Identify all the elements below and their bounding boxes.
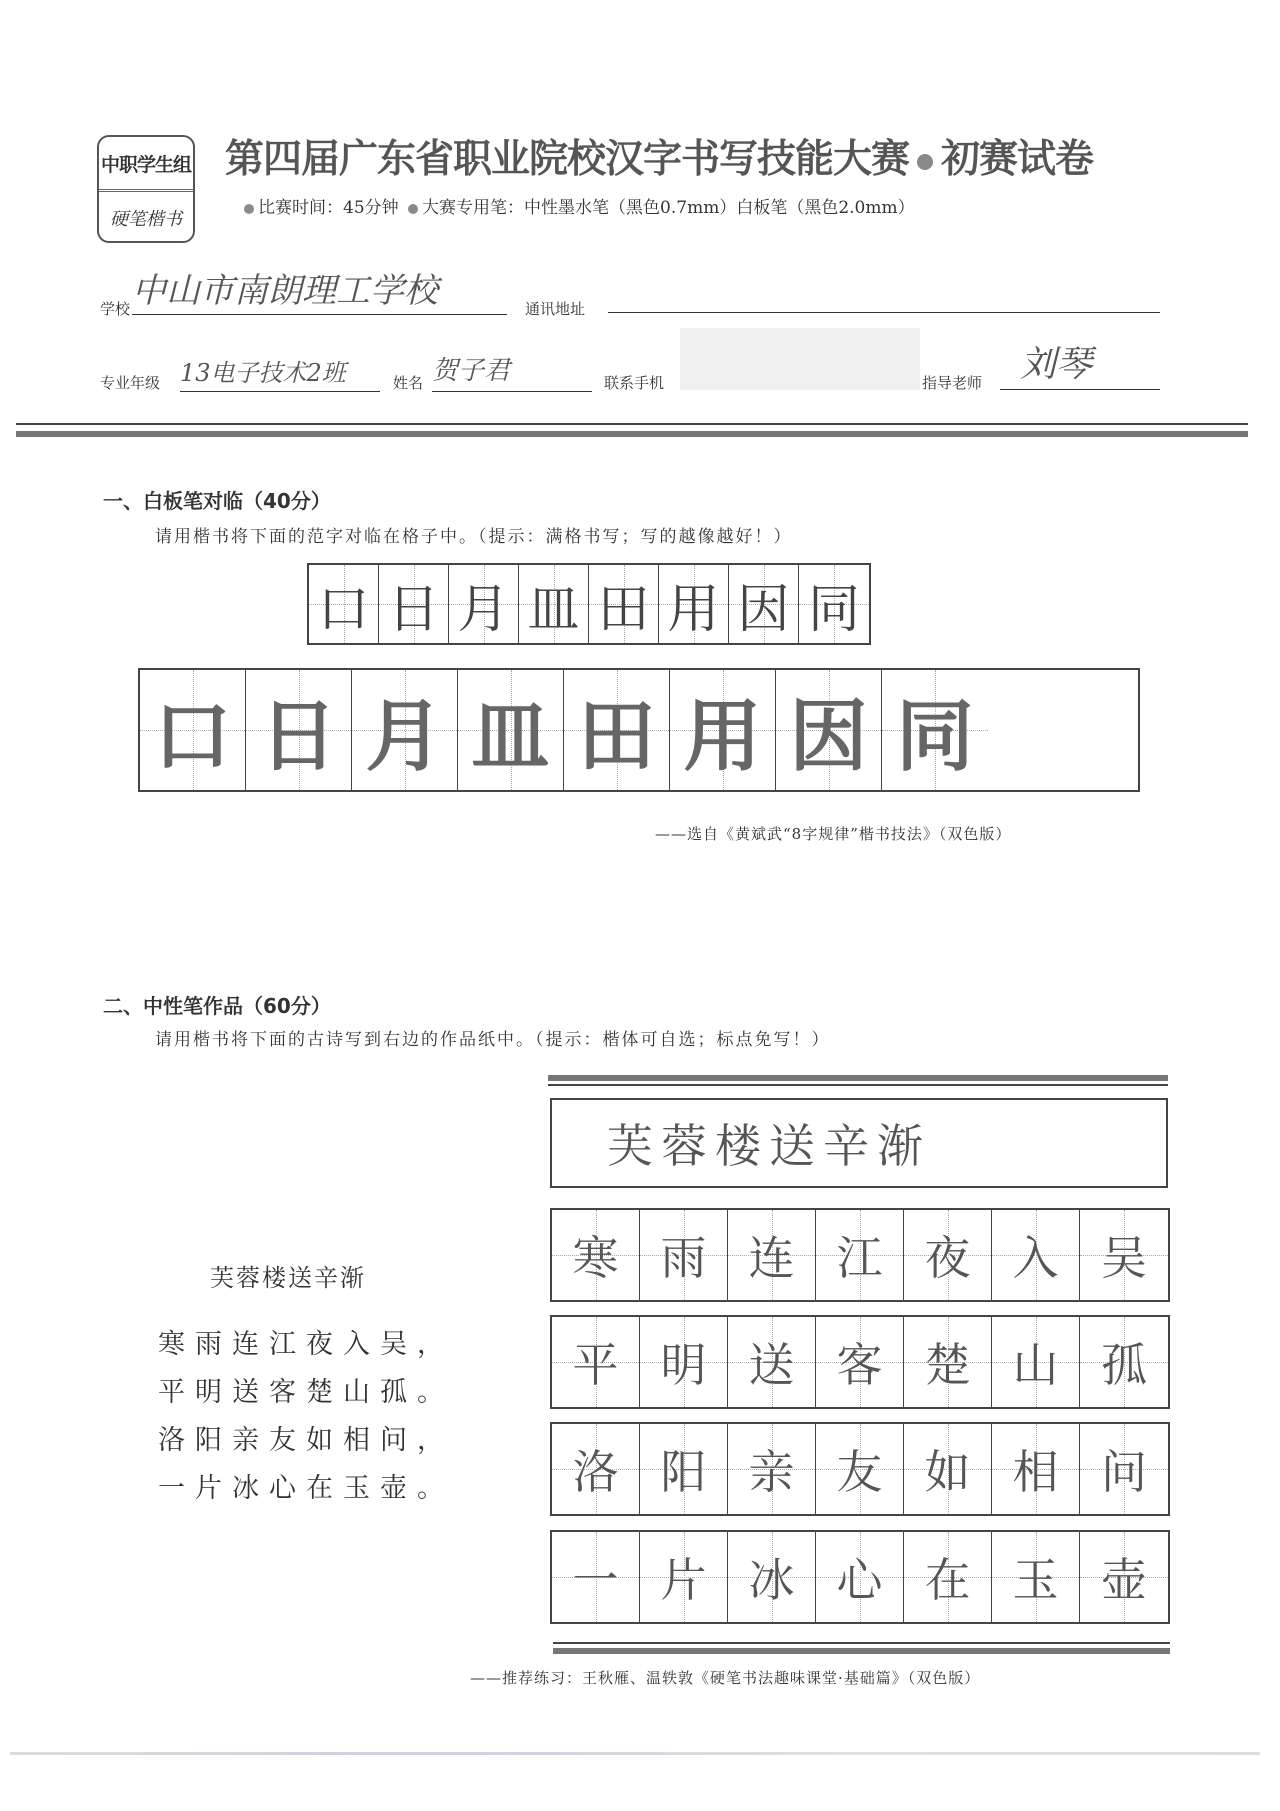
work-grid-row-1[interactable]: [550, 1208, 1170, 1302]
poem-line: 一片冰心在玉壶。: [158, 1473, 454, 1504]
model-cell: 日: [379, 565, 449, 643]
divider: [548, 1075, 1168, 1081]
work-grid-row-3[interactable]: [550, 1422, 1170, 1516]
work-cell[interactable]: 友: [816, 1424, 904, 1514]
grade-label: 专业年级: [100, 374, 161, 392]
work-cell[interactable]: 心: [816, 1532, 904, 1622]
work-cell[interactable]: 雨: [640, 1210, 728, 1300]
work-cell[interactable]: 洛: [552, 1424, 640, 1514]
writing-cell[interactable]: 同: [882, 670, 988, 790]
writing-cell[interactable]: 皿: [458, 670, 564, 790]
writing-cell[interactable]: 田: [564, 670, 670, 790]
work-cell[interactable]: 孤: [1080, 1317, 1168, 1407]
teacher-field[interactable]: 刘琴: [1000, 340, 1160, 390]
model-cell: 皿: [519, 565, 589, 643]
work-cell[interactable]: 山: [992, 1317, 1080, 1407]
section2-credit: ——推荐练习：王秋雁、温轶敦《硬笔书法趣味课堂·基础篇》（双色版）: [470, 1669, 981, 1687]
title-suffix: 初赛试卷: [941, 137, 1094, 182]
section1-credit: ——选自《黄斌武“8字规律”楷书技法》（双色版）: [655, 825, 1012, 843]
work-cell[interactable]: 明: [640, 1317, 728, 1407]
school-field[interactable]: 中山市南朗理工学校: [132, 268, 507, 315]
model-cell: 用: [659, 565, 729, 643]
address-field[interactable]: [608, 280, 1160, 313]
work-cell[interactable]: 夜: [904, 1210, 992, 1300]
bullet-icon: [244, 204, 254, 214]
work-cell[interactable]: 阳: [640, 1424, 728, 1514]
writing-cell[interactable]: 因: [776, 670, 882, 790]
work-cell[interactable]: 寒: [552, 1210, 640, 1300]
teacher-label: 指导老师: [922, 374, 983, 392]
work-grid-row-4[interactable]: [550, 1530, 1170, 1624]
work-title-text: 芙蓉楼送辛渐: [607, 1119, 931, 1173]
work-title-box[interactable]: [550, 1098, 1168, 1188]
work-cell[interactable]: 片: [640, 1532, 728, 1622]
work-cell[interactable]: 吴: [1080, 1210, 1168, 1300]
model-cell: 同: [799, 565, 869, 643]
poem-title: 芙蓉楼送辛渐: [210, 1264, 366, 1292]
work-cell[interactable]: 如: [904, 1424, 992, 1514]
address-label: 通讯地址: [525, 300, 586, 318]
work-cell[interactable]: 一: [552, 1532, 640, 1622]
school-label: 学校: [100, 300, 131, 318]
model-cell: 口: [309, 565, 379, 643]
divider: [553, 1642, 1170, 1644]
divider: [548, 1084, 1168, 1086]
work-grid-row-2[interactable]: [550, 1315, 1170, 1409]
section2-title: 二、中性笔作品（60分）: [103, 994, 331, 1018]
section2-instruction: 请用楷书将下面的古诗写到右边的作品纸中。（提示：楷体可自选；标点免写！）: [155, 1030, 831, 1050]
work-cell[interactable]: 亲: [728, 1424, 816, 1514]
work-cell[interactable]: 在: [904, 1532, 992, 1622]
exam-pens: 大赛专用笔：中性墨水笔（黑色0.7mm）白板笔（黑色2.0mm）: [422, 198, 915, 218]
writing-cell[interactable]: 日: [246, 670, 352, 790]
work-cell[interactable]: 楚: [904, 1317, 992, 1407]
work-cell[interactable]: 冰: [728, 1532, 816, 1622]
writing-grid-whiteboard[interactable]: [138, 668, 1140, 792]
grade-field[interactable]: 13电子技术2班: [180, 355, 380, 392]
bullet-icon: [408, 204, 418, 214]
exam-time: 比赛时间：45分钟: [258, 198, 399, 218]
badge-group-label: 中职学生组: [99, 137, 193, 192]
work-cell[interactable]: 相: [992, 1424, 1080, 1514]
name-label: 姓名: [393, 374, 424, 392]
section1-title: 一、白板笔对临（40分）: [103, 489, 331, 513]
group-badge: [97, 135, 195, 243]
work-cell[interactable]: 入: [992, 1210, 1080, 1300]
section1-instruction: 请用楷书将下面的范字对临在格子中。（提示：满格书写；写的越像越好！）: [155, 527, 793, 547]
phone-label: 联系手机: [604, 374, 665, 392]
poem-line: 洛阳亲友如相问，: [158, 1425, 454, 1456]
name-field[interactable]: 贺子君: [432, 352, 592, 392]
work-cell[interactable]: 壶: [1080, 1532, 1168, 1622]
model-cell: 月: [449, 565, 519, 643]
poem-line: 平明送客楚山孤。: [158, 1377, 454, 1408]
scan-artifact: [10, 1752, 1260, 1755]
exam-rules: [240, 193, 915, 218]
page-title: [225, 128, 1093, 184]
model-cell: 田: [589, 565, 659, 643]
phone-field-redacted[interactable]: [680, 328, 920, 390]
divider: [16, 423, 1248, 425]
model-char-grid: [307, 563, 871, 645]
writing-cell[interactable]: 月: [352, 670, 458, 790]
badge-category-label: 硬笔楷书: [110, 209, 182, 230]
title-main: 第四届广东省职业院校汉字书写技能大赛: [225, 137, 910, 182]
work-cell[interactable]: 连: [728, 1210, 816, 1300]
writing-cell[interactable]: 用: [670, 670, 776, 790]
poem-line: 寒雨连江夜入吴，: [158, 1329, 454, 1360]
work-cell[interactable]: 客: [816, 1317, 904, 1407]
work-cell[interactable]: 江: [816, 1210, 904, 1300]
work-cell[interactable]: 平: [552, 1317, 640, 1407]
work-cell[interactable]: 问: [1080, 1424, 1168, 1514]
writing-cell[interactable]: 口: [140, 670, 246, 790]
work-cell[interactable]: 送: [728, 1317, 816, 1407]
divider: [553, 1648, 1170, 1654]
bullet-icon: [917, 154, 933, 170]
work-cell[interactable]: 玉: [992, 1532, 1080, 1622]
divider: [16, 431, 1248, 437]
model-cell: 因: [729, 565, 799, 643]
